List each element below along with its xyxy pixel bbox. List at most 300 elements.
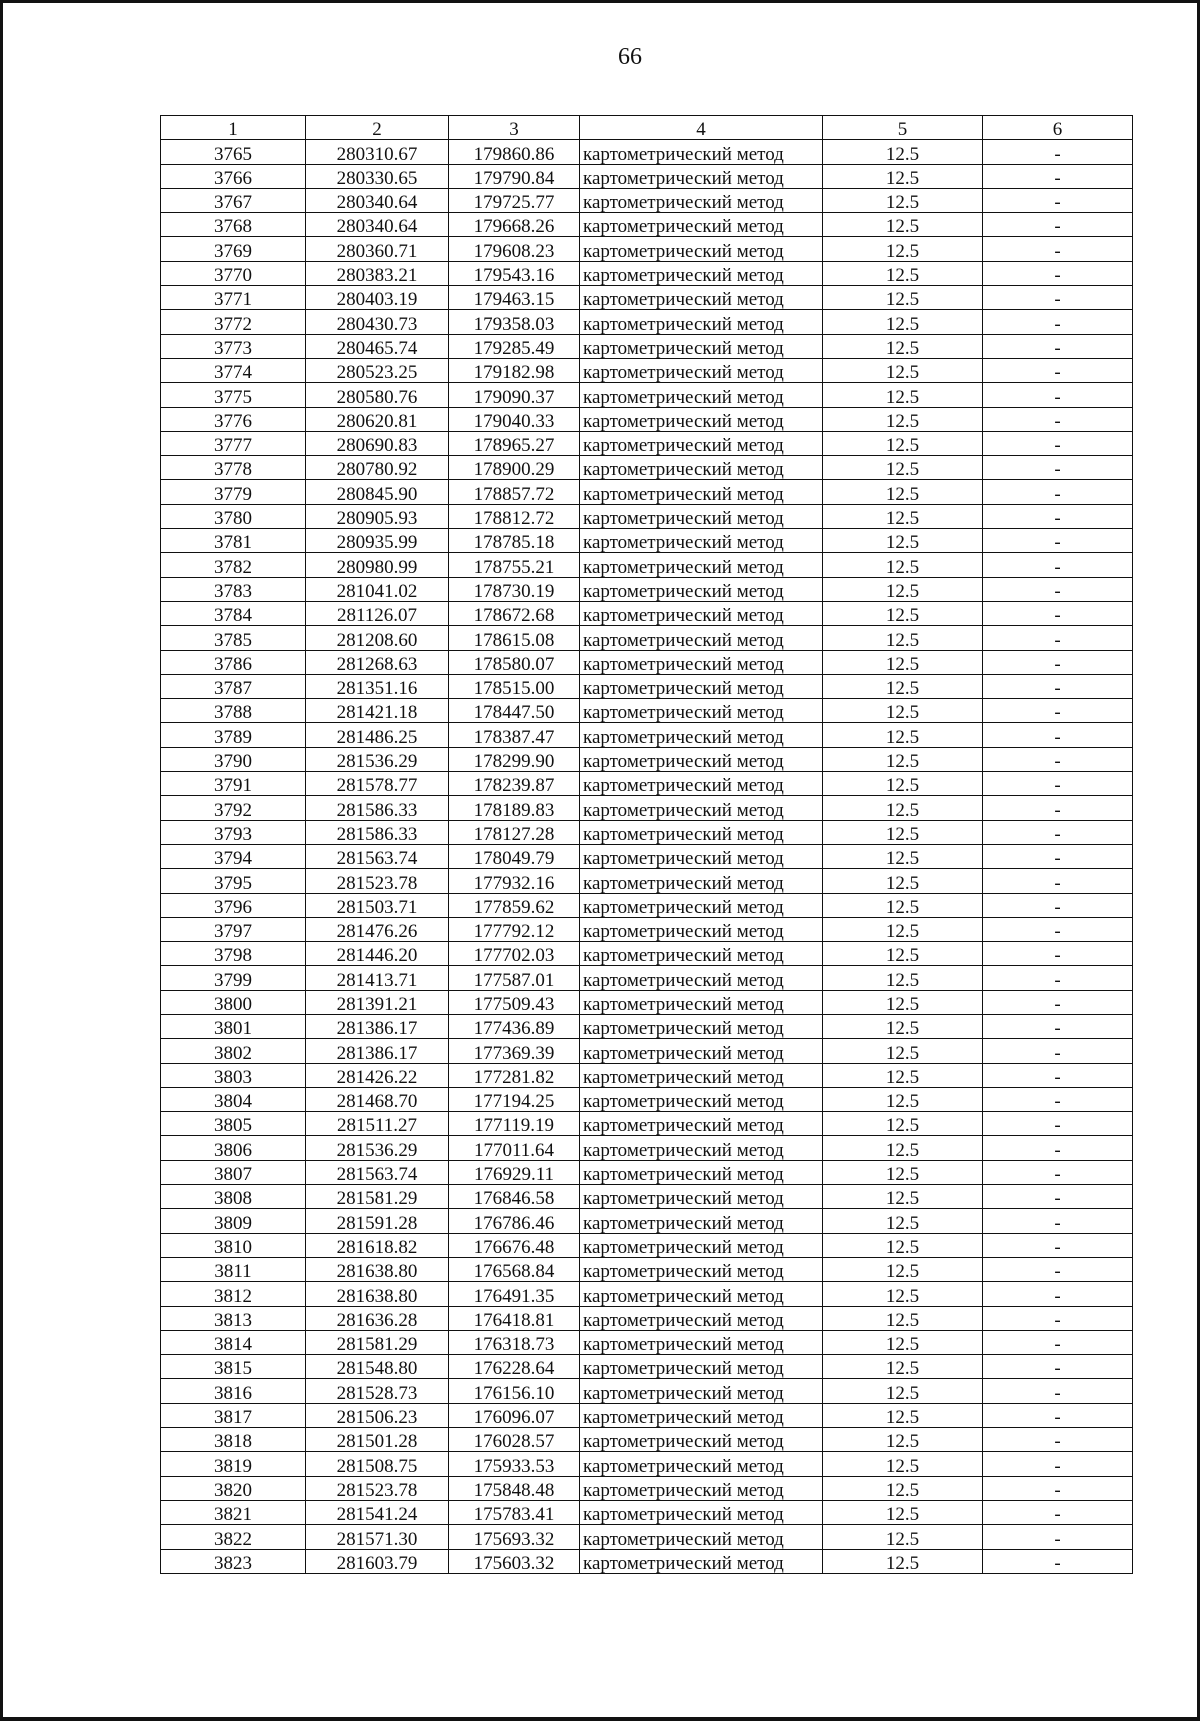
point-number-cell: 3794 [161,844,306,868]
accuracy-cell: 12.5 [823,1549,983,1573]
accuracy-cell: 12.5 [823,504,983,528]
method-cell: картометрический метод [580,1233,823,1257]
point-number-cell: 3805 [161,1112,306,1136]
accuracy-cell: 12.5 [823,990,983,1014]
table-row [161,893,1133,917]
method-cell: картометрический метод [580,747,823,771]
point-number-cell: 3815 [161,1355,306,1379]
coordinate-y-cell: 178730.19 [449,577,580,601]
point-number-cell: 3773 [161,334,306,358]
table-row [161,431,1133,455]
coordinate-y-cell: 178615.08 [449,626,580,650]
table-row [161,1257,1133,1281]
coordinate-x-cell: 281638.80 [306,1257,449,1281]
table-row [161,140,1133,164]
method-cell: картометрический метод [580,844,823,868]
method-cell: картометрический метод [580,1087,823,1111]
accuracy-cell: 12.5 [823,942,983,966]
accuracy-cell: 12.5 [823,577,983,601]
accuracy-cell: 12.5 [823,1160,983,1184]
coordinate-y-cell: 176318.73 [449,1330,580,1354]
table-row [161,1160,1133,1184]
coordinate-x-cell: 280980.99 [306,553,449,577]
table-row [161,407,1133,431]
point-number-cell: 3797 [161,917,306,941]
note-cell: - [983,310,1133,334]
table-row [161,553,1133,577]
coordinate-y-cell: 177011.64 [449,1136,580,1160]
coordinate-y-cell: 179358.03 [449,310,580,334]
accuracy-cell: 12.5 [823,1209,983,1233]
method-cell: картометрический метод [580,407,823,431]
coordinate-y-cell: 179285.49 [449,334,580,358]
note-cell: - [983,1087,1133,1111]
page-border-left [0,0,3,1721]
coordinate-y-cell: 176028.57 [449,1428,580,1452]
method-cell: картометрический метод [580,237,823,261]
coordinate-y-cell: 178127.28 [449,820,580,844]
method-cell: картометрический метод [580,990,823,1014]
accuracy-cell: 12.5 [823,1087,983,1111]
accuracy-cell: 12.5 [823,1379,983,1403]
coordinate-x-cell: 280845.90 [306,480,449,504]
coordinate-x-cell: 280780.92 [306,456,449,480]
accuracy-cell: 12.5 [823,1500,983,1524]
coordinate-y-cell: 175693.32 [449,1525,580,1549]
coordinate-x-cell: 281468.70 [306,1087,449,1111]
coordinate-y-cell: 178239.87 [449,772,580,796]
coordinate-x-cell: 280690.83 [306,431,449,455]
coordinate-x-cell: 280403.19 [306,286,449,310]
accuracy-cell: 12.5 [823,529,983,553]
accuracy-cell: 12.5 [823,1282,983,1306]
accuracy-cell: 12.5 [823,1257,983,1281]
coordinate-y-cell: 179608.23 [449,237,580,261]
point-number-cell: 3813 [161,1306,306,1330]
point-number-cell: 3791 [161,772,306,796]
coordinate-y-cell: 178965.27 [449,431,580,455]
note-cell: - [983,577,1133,601]
method-cell: картометрический метод [580,869,823,893]
accuracy-cell: 12.5 [823,699,983,723]
coordinate-x-cell: 281126.07 [306,601,449,625]
method-cell: картометрический метод [580,1306,823,1330]
coordinate-x-cell: 280935.99 [306,529,449,553]
point-number-cell: 3787 [161,674,306,698]
table-row [161,699,1133,723]
coordinate-x-cell: 281541.24 [306,1500,449,1524]
point-number-cell: 3799 [161,966,306,990]
accuracy-cell: 12.5 [823,1039,983,1063]
point-number-cell: 3793 [161,820,306,844]
coordinate-x-cell: 281581.29 [306,1185,449,1209]
table-row [161,844,1133,868]
table-row [161,1500,1133,1524]
point-number-cell: 3806 [161,1136,306,1160]
table-row [161,942,1133,966]
note-cell: - [983,1063,1133,1087]
coordinate-y-cell: 177119.19 [449,1112,580,1136]
note-cell: - [983,1428,1133,1452]
table-row [161,674,1133,698]
coordinate-y-cell: 177792.12 [449,917,580,941]
note-cell: - [983,286,1133,310]
method-cell: картометрический метод [580,1428,823,1452]
coordinate-y-cell: 177587.01 [449,966,580,990]
point-number-cell: 3772 [161,310,306,334]
method-cell: картометрический метод [580,1160,823,1184]
method-cell: картометрический метод [580,1525,823,1549]
coordinate-y-cell: 179182.98 [449,358,580,382]
coordinate-x-cell: 281268.63 [306,650,449,674]
coordinate-x-cell: 280310.67 [306,140,449,164]
accuracy-cell: 12.5 [823,1306,983,1330]
note-cell: - [983,699,1133,723]
accuracy-cell: 12.5 [823,1014,983,1038]
accuracy-cell: 12.5 [823,480,983,504]
coordinate-y-cell: 175848.48 [449,1476,580,1500]
method-cell: картометрический метод [580,1379,823,1403]
table-row [161,213,1133,237]
method-cell: картометрический метод [580,310,823,334]
coordinate-x-cell: 281413.71 [306,966,449,990]
coordinate-y-cell: 179790.84 [449,164,580,188]
note-cell: - [983,1379,1133,1403]
table-row [161,1330,1133,1354]
note-cell: - [983,820,1133,844]
point-number-cell: 3822 [161,1525,306,1549]
note-cell: - [983,917,1133,941]
note-cell: - [983,1112,1133,1136]
point-number-cell: 3767 [161,188,306,212]
point-number-cell: 3823 [161,1549,306,1573]
note-cell: - [983,966,1133,990]
point-number-cell: 3769 [161,237,306,261]
coordinate-y-cell: 178755.21 [449,553,580,577]
coordinate-y-cell: 177932.16 [449,869,580,893]
note-cell: - [983,1282,1133,1306]
note-cell: - [983,1039,1133,1063]
coordinate-x-cell: 280383.21 [306,261,449,285]
point-number-cell: 3816 [161,1379,306,1403]
coordinate-x-cell: 281391.21 [306,990,449,1014]
accuracy-cell: 12.5 [823,1355,983,1379]
coordinate-y-cell: 178672.68 [449,601,580,625]
table-row [161,480,1133,504]
coordinate-x-cell: 281636.28 [306,1306,449,1330]
point-number-cell: 3771 [161,286,306,310]
note-cell: - [983,480,1133,504]
coordinate-x-cell: 280340.64 [306,188,449,212]
coordinate-y-cell: 175933.53 [449,1452,580,1476]
point-number-cell: 3812 [161,1282,306,1306]
point-number-cell: 3817 [161,1403,306,1427]
coordinate-x-cell: 281581.29 [306,1330,449,1354]
method-cell: картометрический метод [580,966,823,990]
coordinate-x-cell: 281528.73 [306,1379,449,1403]
point-number-cell: 3784 [161,601,306,625]
coordinate-x-cell: 281638.80 [306,1282,449,1306]
table-row [161,334,1133,358]
note-cell: - [983,1160,1133,1184]
note-cell: - [983,237,1133,261]
method-cell: картометрический метод [580,1185,823,1209]
coordinate-y-cell: 177702.03 [449,942,580,966]
point-number-cell: 3820 [161,1476,306,1500]
coordinate-y-cell: 176786.46 [449,1209,580,1233]
accuracy-cell: 12.5 [823,796,983,820]
note-cell: - [983,188,1133,212]
coordinate-x-cell: 280580.76 [306,383,449,407]
method-cell: картометрический метод [580,480,823,504]
note-cell: - [983,1233,1133,1257]
coordinate-y-cell: 179668.26 [449,213,580,237]
note-cell: - [983,1355,1133,1379]
table-row [161,1549,1133,1573]
accuracy-cell: 12.5 [823,869,983,893]
coordinate-x-cell: 281571.30 [306,1525,449,1549]
point-number-cell: 3774 [161,358,306,382]
accuracy-cell: 12.5 [823,456,983,480]
table-header-row [161,116,1133,140]
coordinate-y-cell: 178515.00 [449,674,580,698]
coordinate-x-cell: 280523.25 [306,358,449,382]
table-row [161,772,1133,796]
coordinate-x-cell: 281386.17 [306,1014,449,1038]
method-cell: картометрический метод [580,1039,823,1063]
note-cell: - [983,1549,1133,1573]
point-number-cell: 3790 [161,747,306,771]
method-cell: картометрический метод [580,1136,823,1160]
table-row [161,164,1133,188]
coordinate-y-cell: 178812.72 [449,504,580,528]
method-cell: картометрический метод [580,626,823,650]
method-cell: картометрический метод [580,188,823,212]
coordinate-y-cell: 178785.18 [449,529,580,553]
table-row [161,383,1133,407]
method-cell: картометрический метод [580,456,823,480]
method-cell: картометрический метод [580,553,823,577]
coordinate-y-cell: 175783.41 [449,1500,580,1524]
table-row [161,1087,1133,1111]
coordinate-y-cell: 176491.35 [449,1282,580,1306]
point-number-cell: 3785 [161,626,306,650]
method-cell: картометрический метод [580,942,823,966]
note-cell: - [983,772,1133,796]
note-cell: - [983,869,1133,893]
accuracy-cell: 12.5 [823,261,983,285]
method-cell: картометрический метод [580,164,823,188]
table-row [161,456,1133,480]
coordinate-x-cell: 280430.73 [306,310,449,334]
method-cell: картометрический метод [580,1063,823,1087]
coordinate-y-cell: 176156.10 [449,1379,580,1403]
method-cell: картометрический метод [580,383,823,407]
accuracy-cell: 12.5 [823,407,983,431]
point-number-cell: 3810 [161,1233,306,1257]
point-number-cell: 3796 [161,893,306,917]
method-cell: картометрический метод [580,893,823,917]
accuracy-cell: 12.5 [823,1063,983,1087]
point-number-cell: 3780 [161,504,306,528]
method-cell: картометрический метод [580,1330,823,1354]
note-cell: - [983,1452,1133,1476]
table-row [161,504,1133,528]
table-row [161,820,1133,844]
coordinate-x-cell: 281041.02 [306,577,449,601]
coordinate-x-cell: 281511.27 [306,1112,449,1136]
accuracy-cell: 12.5 [823,772,983,796]
point-number-cell: 3781 [161,529,306,553]
point-number-cell: 3779 [161,480,306,504]
table-row [161,723,1133,747]
coordinate-x-cell: 281426.22 [306,1063,449,1087]
note-cell: - [983,1330,1133,1354]
method-cell: картометрический метод [580,577,823,601]
point-number-cell: 3776 [161,407,306,431]
coordinate-x-cell: 280905.93 [306,504,449,528]
table-row [161,237,1133,261]
note-cell: - [983,1185,1133,1209]
coordinate-x-cell: 281618.82 [306,1233,449,1257]
note-cell: - [983,334,1133,358]
table-row [161,747,1133,771]
note-cell: - [983,140,1133,164]
accuracy-cell: 12.5 [823,553,983,577]
table-row [161,577,1133,601]
column-header: 4 [580,116,823,140]
coordinate-x-cell: 281523.78 [306,869,449,893]
coordinate-x-cell: 281523.78 [306,1476,449,1500]
note-cell: - [983,942,1133,966]
coordinate-x-cell: 281508.75 [306,1452,449,1476]
table-row [161,1282,1133,1306]
coordinate-y-cell: 178580.07 [449,650,580,674]
point-number-cell: 3819 [161,1452,306,1476]
coordinate-x-cell: 280620.81 [306,407,449,431]
accuracy-cell: 12.5 [823,286,983,310]
method-cell: картометрический метод [580,334,823,358]
coordinate-y-cell: 179040.33 [449,407,580,431]
note-cell: - [983,164,1133,188]
accuracy-cell: 12.5 [823,237,983,261]
coordinate-x-cell: 281506.23 [306,1403,449,1427]
point-number-cell: 3782 [161,553,306,577]
coordinate-y-cell: 178049.79 [449,844,580,868]
coordinate-x-cell: 281351.16 [306,674,449,698]
coordinate-y-cell: 177369.39 [449,1039,580,1063]
point-number-cell: 3792 [161,796,306,820]
table-body [161,140,1133,1574]
note-cell: - [983,796,1133,820]
note-cell: - [983,553,1133,577]
table-row [161,1039,1133,1063]
coordinate-x-cell: 281536.29 [306,1136,449,1160]
accuracy-cell: 12.5 [823,1403,983,1427]
note-cell: - [983,990,1133,1014]
accuracy-cell: 12.5 [823,601,983,625]
accuracy-cell: 12.5 [823,1525,983,1549]
coordinate-x-cell: 281501.28 [306,1428,449,1452]
table-row [161,529,1133,553]
note-cell: - [983,1403,1133,1427]
table-row [161,286,1133,310]
note-cell: - [983,1476,1133,1500]
table-row [161,1063,1133,1087]
table-row [161,188,1133,212]
note-cell: - [983,529,1133,553]
coordinates-table [160,115,1133,1574]
point-number-cell: 3798 [161,942,306,966]
table-row [161,1403,1133,1427]
accuracy-cell: 12.5 [823,358,983,382]
method-cell: картометрический метод [580,699,823,723]
method-cell: картометрический метод [580,650,823,674]
table-row [161,1112,1133,1136]
table-row [161,1209,1133,1233]
coordinate-y-cell: 178900.29 [449,456,580,480]
coordinate-x-cell: 281591.28 [306,1209,449,1233]
table-row [161,1233,1133,1257]
method-cell: картометрический метод [580,140,823,164]
note-cell: - [983,1306,1133,1330]
method-cell: картометрический метод [580,1014,823,1038]
coordinate-y-cell: 176929.11 [449,1160,580,1184]
point-number-cell: 3766 [161,164,306,188]
point-number-cell: 3765 [161,140,306,164]
page-border-top [0,0,1200,3]
coordinate-x-cell: 281476.26 [306,917,449,941]
note-cell: - [983,723,1133,747]
method-cell: картометрический метод [580,286,823,310]
accuracy-cell: 12.5 [823,820,983,844]
accuracy-cell: 12.5 [823,1476,983,1500]
accuracy-cell: 12.5 [823,1136,983,1160]
method-cell: картометрический метод [580,431,823,455]
table-row [161,358,1133,382]
coordinate-x-cell: 281503.71 [306,893,449,917]
method-cell: картометрический метод [580,1500,823,1524]
method-cell: картометрический метод [580,1355,823,1379]
note-cell: - [983,844,1133,868]
table-row [161,1136,1133,1160]
accuracy-cell: 12.5 [823,893,983,917]
accuracy-cell: 12.5 [823,213,983,237]
method-cell: картометрический метод [580,820,823,844]
method-cell: картометрический метод [580,1112,823,1136]
note-cell: - [983,358,1133,382]
coordinate-y-cell: 176846.58 [449,1185,580,1209]
coordinate-x-cell: 281386.17 [306,1039,449,1063]
table-row [161,869,1133,893]
coordinate-x-cell: 281446.20 [306,942,449,966]
accuracy-cell: 12.5 [823,1330,983,1354]
column-header: 3 [449,116,580,140]
coordinate-y-cell: 179090.37 [449,383,580,407]
accuracy-cell: 12.5 [823,431,983,455]
point-number-cell: 3807 [161,1160,306,1184]
table-row [161,1185,1133,1209]
coordinate-x-cell: 281586.33 [306,796,449,820]
table-row [161,261,1133,285]
method-cell: картометрический метод [580,601,823,625]
coordinate-x-cell: 281548.80 [306,1355,449,1379]
method-cell: картометрический метод [580,1282,823,1306]
coordinate-x-cell: 280360.71 [306,237,449,261]
page-number: 66 [618,44,642,70]
coordinate-y-cell: 177859.62 [449,893,580,917]
table-row [161,990,1133,1014]
